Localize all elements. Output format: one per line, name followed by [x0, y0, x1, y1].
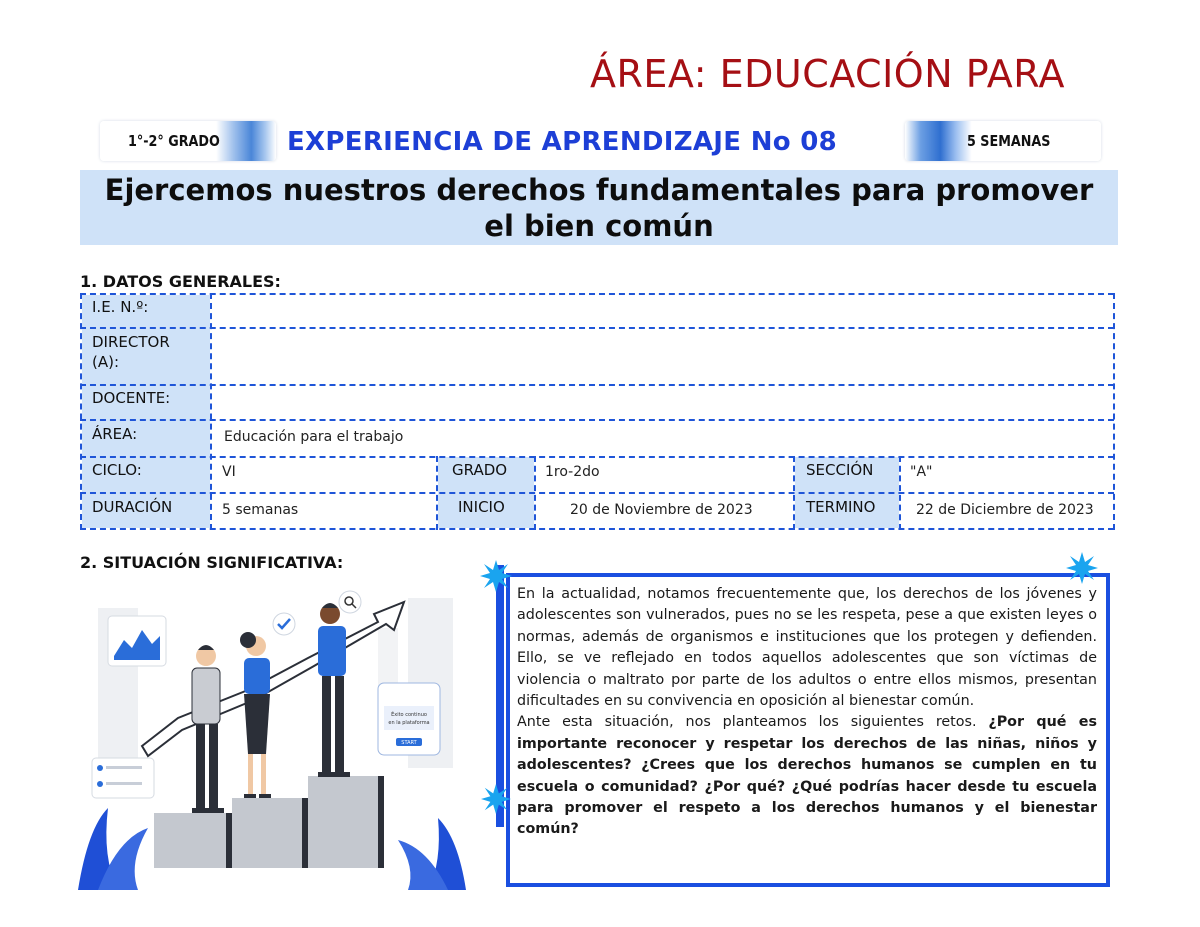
- ciclo-label: CICLO:: [92, 461, 142, 479]
- table-rule: [80, 528, 1114, 530]
- area-label: ÁREA:: [92, 425, 138, 443]
- semanas-badge-label: 5 SEMANAS: [967, 132, 1051, 150]
- mini-card-button: START: [401, 740, 417, 746]
- termino-value: 22 de Diciembre de 2023: [916, 502, 1094, 518]
- mini-card-line2: en la plataforma: [388, 720, 430, 726]
- situacion-paragraph2: [517, 712, 1097, 840]
- grado-value: 1ro-2do: [545, 464, 600, 480]
- table-rule: [1113, 293, 1115, 530]
- seccion-label: SECCIÓN: [806, 461, 874, 479]
- ie-label: I.E. N.º:: [92, 298, 149, 316]
- main-title-line2: el bien común: [484, 209, 714, 243]
- area-title: ÁREA: EDUCACIÓN PARA: [590, 52, 1066, 96]
- teamwork-growth-illustration: [78, 578, 466, 890]
- grado-label: GRADO: [452, 461, 508, 479]
- director-label: DIRECTOR (A):: [92, 333, 170, 371]
- situacion-text: [517, 584, 1097, 841]
- table-rule: [80, 419, 1114, 421]
- duracion-value: 5 semanas: [222, 502, 299, 518]
- duracion-label: DURACIÓN: [92, 498, 173, 516]
- table-rule: [80, 327, 1114, 329]
- table-rule: [80, 384, 1114, 386]
- ciclo-value: VI: [222, 464, 236, 480]
- seccion-value: "A": [910, 464, 933, 480]
- illustration-svg: [78, 578, 466, 890]
- table-rule: [793, 456, 795, 530]
- inicio-label: INICIO: [458, 498, 505, 516]
- situacion-heading: 2. SITUACIÓN SIGNIFICATIVA:: [80, 553, 344, 572]
- grado-badge: [100, 121, 276, 161]
- table-rule: [80, 456, 1114, 458]
- main-title-line1: Ejercemos nuestros derechos fundamentales para promover: [104, 173, 1094, 207]
- star-burst-icon: [1066, 552, 1098, 584]
- situacion-paragraph1: En la actualidad, notamos frecuentemente que, los derechos de los jóvenes y adolescentes son vulnerados, pues no se les respeta, pese a que existen leyes o normas, además de organismos e instituciones que los protegen y defienden. Ello, se ve reflejado en todos aquellos adolescentes que son víctimas de violencia o maltrato por parte de los adultos o entre ellos mismos, presentan dificultades en su convivencia en oposición al bienestar común.: [517, 586, 1097, 710]
- ie-value: [212, 297, 1112, 307]
- docente-value: [212, 388, 1112, 398]
- main-title: [80, 170, 1118, 245]
- star-burst-icon: [481, 784, 511, 814]
- grado-badge-label: 1°-2° GRADO: [128, 132, 220, 150]
- termino-label: TERMINO: [806, 498, 876, 516]
- table-rule: [210, 293, 212, 530]
- experience-title: EXPERIENCIA DE APRENDIZAJE No 08: [287, 127, 838, 157]
- table-rule: [80, 492, 1114, 494]
- inicio-value: 20 de Noviembre de 2023: [570, 502, 753, 518]
- table-rule: [80, 293, 1114, 295]
- docente-label: DOCENTE:: [92, 389, 171, 407]
- table-rule: [436, 456, 438, 530]
- datos-generales-heading: 1. DATOS GENERALES:: [80, 272, 281, 291]
- situacion-questions: ¿Por qué es importante reconocer y respetar los derechos de las niñas, niños y adolescentes? ¿Crees que los derechos humanos se cumplen en tu escuela o comunidad? ¿Por qué? ¿Qué podrías hacer desde tu escuela para promover el respeto a los derechos humanos y el bienestar común?: [517, 714, 1097, 838]
- situacion-paragraph2-intro: Ante esta situación, nos planteamos los siguientes retos.: [517, 714, 989, 731]
- semanas-badge: [905, 121, 1101, 161]
- mini-card-line1: Éxito continuo: [391, 712, 427, 718]
- star-burst-icon: [480, 560, 512, 592]
- area-value: Educación para el trabajo: [224, 429, 404, 445]
- director-value: [212, 331, 1112, 341]
